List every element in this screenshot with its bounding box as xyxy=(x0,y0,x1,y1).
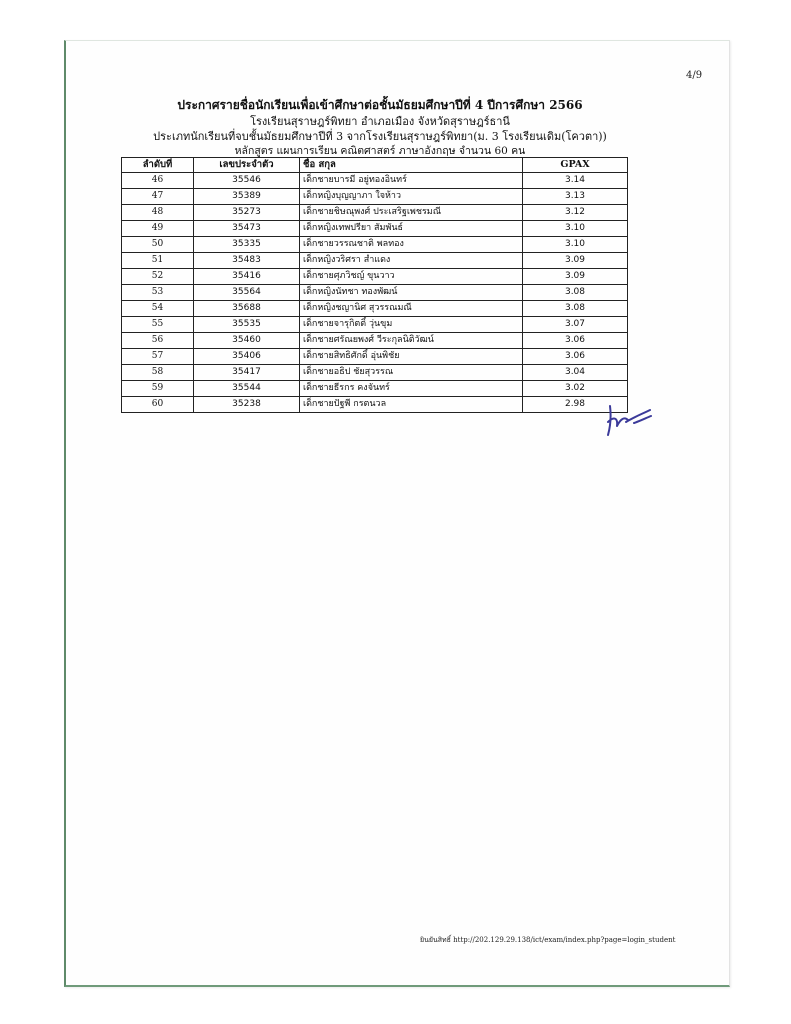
row-id-cell: 35238 xyxy=(194,397,300,413)
col-header-gpax: GPAX xyxy=(523,158,628,173)
row-order-cell: 57 xyxy=(122,349,194,365)
row-order-cell: 59 xyxy=(122,381,194,397)
col-header-order: ลำดับที่ xyxy=(122,158,194,173)
row-order-cell: 52 xyxy=(122,269,194,285)
table-header-row xyxy=(122,158,628,173)
row-name-cell: เด็กชายจารุกิตติ์ วุ่นขุม xyxy=(300,317,523,333)
row-id-cell: 35564 xyxy=(194,285,300,301)
row-order-cell: 46 xyxy=(122,173,194,189)
row-order-cell: 58 xyxy=(122,365,194,381)
row-gpax-cell: 3.06 xyxy=(523,349,628,365)
row-name-cell: เด็กหญิงนัทชา ทองพัฒน์ xyxy=(300,285,523,301)
row-gpax-cell: 3.12 xyxy=(523,205,628,221)
signature xyxy=(604,402,654,438)
table-row xyxy=(122,333,628,349)
row-order-cell: 55 xyxy=(122,317,194,333)
table-row xyxy=(122,381,628,397)
row-name-cell: เด็กชายชิษณุพงศ์ ประเสริฐเพชรมณี xyxy=(300,205,523,221)
row-id-cell: 35416 xyxy=(194,269,300,285)
row-name-cell: เด็กหญิงชญานิศ สุวรรณมณี xyxy=(300,301,523,317)
row-order-cell: 53 xyxy=(122,285,194,301)
program-line: หลักสูตร แผนการเรียน คณิตศาสตร์ ภาษาอังกฤษ จำนวน 60 คน xyxy=(234,145,526,157)
table-row xyxy=(122,205,628,221)
table-row xyxy=(122,237,628,253)
row-gpax-cell: 3.07 xyxy=(523,317,628,333)
student-table xyxy=(121,157,628,413)
table-row xyxy=(122,317,628,333)
row-order-cell: 49 xyxy=(122,221,194,237)
table-row xyxy=(122,269,628,285)
col-header-name: ชื่อ สกุล xyxy=(300,158,523,173)
table-row xyxy=(122,253,628,269)
row-name-cell: เด็กชายปัฐพี กรตนวล xyxy=(300,397,523,413)
table-row xyxy=(122,285,628,301)
table-row xyxy=(122,189,628,205)
table-row xyxy=(122,349,628,365)
row-id-cell: 35389 xyxy=(194,189,300,205)
row-order-cell: 48 xyxy=(122,205,194,221)
row-gpax-cell: 3.09 xyxy=(523,269,628,285)
table-row xyxy=(122,397,628,413)
row-id-cell: 35544 xyxy=(194,381,300,397)
row-id-cell: 35406 xyxy=(194,349,300,365)
row-name-cell: เด็กหญิงบุญญาภา ใจห้าว xyxy=(300,189,523,205)
row-order-cell: 56 xyxy=(122,333,194,349)
row-gpax-cell: 3.04 xyxy=(523,365,628,381)
row-gpax-cell: 3.13 xyxy=(523,189,628,205)
row-name-cell: เด็กชายศุภวิชญ์ ขุนวาว xyxy=(300,269,523,285)
table-row xyxy=(122,365,628,381)
category-line: ประเภทนักเรียนที่จบชั้นมัธยมศึกษาปีที่ 3 จากโรงเรียนสุราษฎร์พิทยา(ม. 3 โรงเรียนเดิม(โควตา)) xyxy=(153,130,607,143)
row-id-cell: 35688 xyxy=(194,301,300,317)
row-name-cell: เด็กหญิงเทพปรียา สัมพันธ์ xyxy=(300,221,523,237)
row-name-cell: เด็กชายอธิป ชัยสุวรรณ xyxy=(300,365,523,381)
row-id-cell: 35417 xyxy=(194,365,300,381)
row-name-cell: เด็กหญิงวริศรา สำแดง xyxy=(300,253,523,269)
announcement-title: ประกาศรายชื่อนักเรียนเพื่อเข้าศึกษาต่อชั้นมัธยมศึกษาปีที่ 4 ปีการศึกษา 2566 xyxy=(177,98,583,112)
row-name-cell: เด็กชายวรรณชาติ พลทอง xyxy=(300,237,523,253)
row-id-cell: 35273 xyxy=(194,205,300,221)
table-row xyxy=(122,173,628,189)
footer-url: ยินยันสิทธิ์ http://202.129.29.138/ict/exam/index.php?page=login_student xyxy=(420,936,676,944)
row-order-cell: 51 xyxy=(122,253,194,269)
table-row xyxy=(122,221,628,237)
row-gpax-cell: 3.02 xyxy=(523,381,628,397)
row-order-cell: 47 xyxy=(122,189,194,205)
row-id-cell: 35335 xyxy=(194,237,300,253)
school-line: โรงเรียนสุราษฎร์พิทยา อำเภอเมือง จังหวัดสุราษฎร์ธานี xyxy=(250,115,510,128)
col-header-id: เลขประจำตัว xyxy=(194,158,300,173)
row-gpax-cell: 3.10 xyxy=(523,237,628,253)
page-number: 4/9 xyxy=(686,70,703,81)
row-name-cell: เด็กชายธีรกร คงจันทร์ xyxy=(300,381,523,397)
row-gpax-cell: 3.09 xyxy=(523,253,628,269)
row-gpax-cell: 3.14 xyxy=(523,173,628,189)
row-name-cell: เด็กชายสิทธิศักดิ์ อุ่นพิชัย xyxy=(300,349,523,365)
table-row xyxy=(122,301,628,317)
row-order-cell: 60 xyxy=(122,397,194,413)
row-order-cell: 54 xyxy=(122,301,194,317)
row-gpax-cell: 3.10 xyxy=(523,221,628,237)
row-gpax-cell: 3.08 xyxy=(523,301,628,317)
row-name-cell: เด็กชายบารมี อยู่ทองอินทร์ xyxy=(300,173,523,189)
row-gpax-cell: 3.06 xyxy=(523,333,628,349)
row-id-cell: 35460 xyxy=(194,333,300,349)
row-gpax-cell: 2.98 xyxy=(523,397,628,413)
row-gpax-cell: 3.08 xyxy=(523,285,628,301)
row-id-cell: 35483 xyxy=(194,253,300,269)
row-name-cell: เด็กชายศรัณยพงศ์ วีระกุลนิติวัฒน์ xyxy=(300,333,523,349)
row-id-cell: 35473 xyxy=(194,221,300,237)
row-id-cell: 35546 xyxy=(194,173,300,189)
row-id-cell: 35535 xyxy=(194,317,300,333)
row-order-cell: 50 xyxy=(122,237,194,253)
